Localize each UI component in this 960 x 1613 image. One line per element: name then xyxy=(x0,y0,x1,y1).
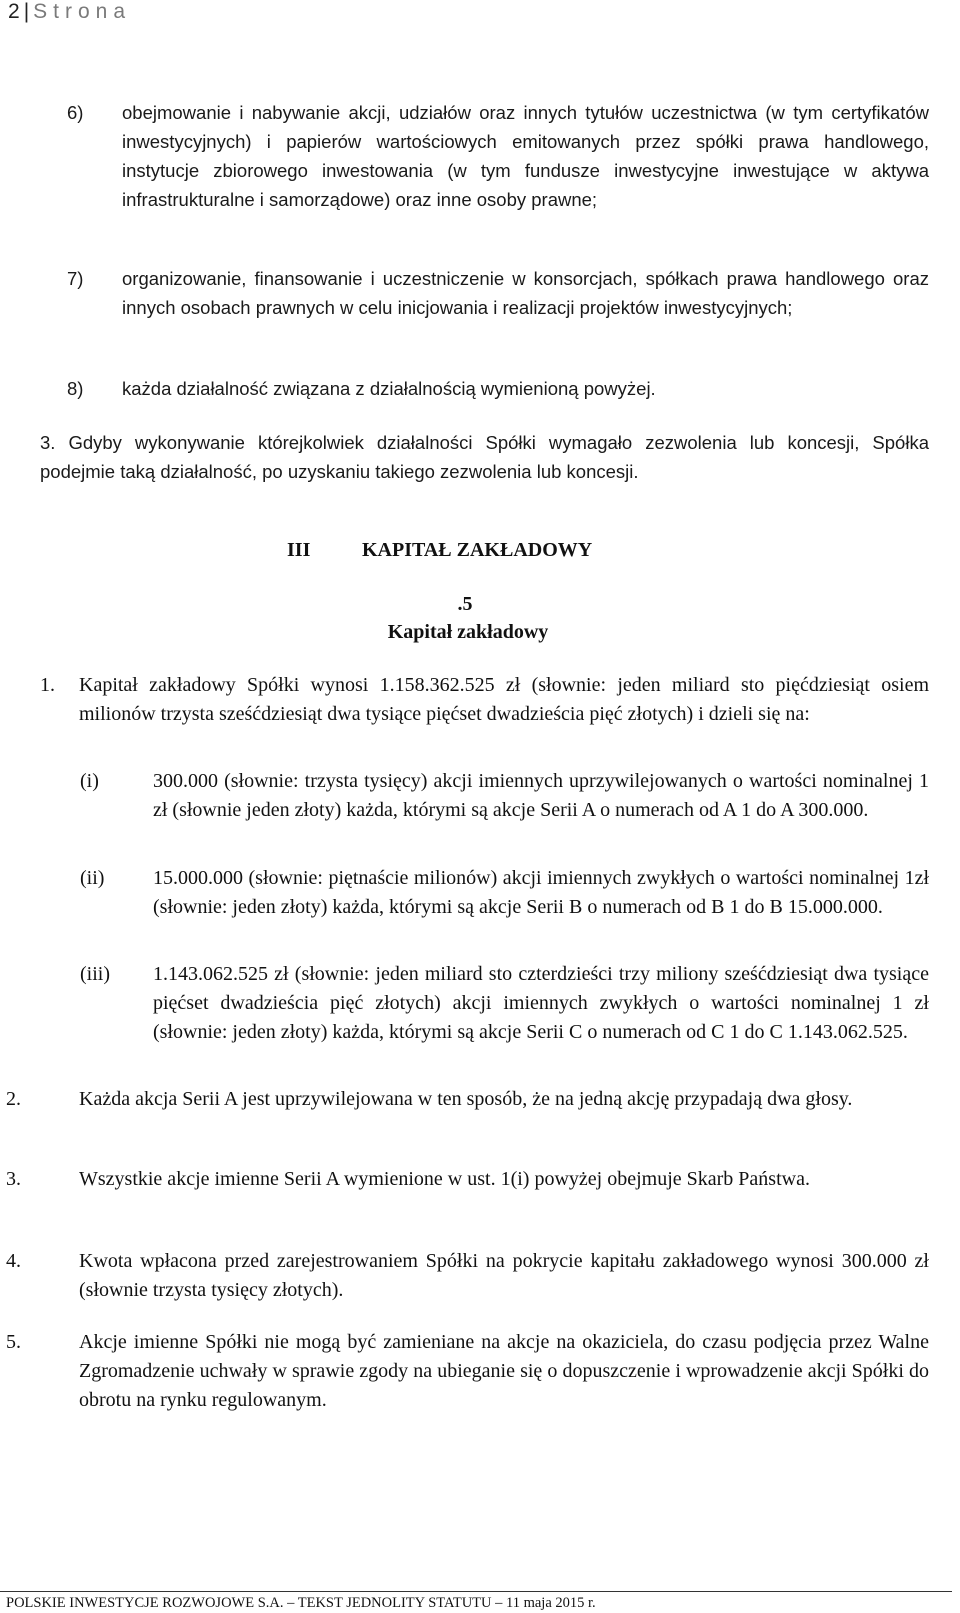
sub-item-text: 300.000 (słownie: trzysta tysięcy) akcji imiennych uprzywilejowanych o wartości nominalnej 1 zł (słownie jeden złoty) każda, którymi są akcje Serii A o numerach od A 1 do A 300.000. xyxy=(153,770,929,821)
paragraph-3 xyxy=(40,428,929,486)
paragraph-text: Każda akcja Serii A jest uprzywilejowana w ten sposób, że na jedną akcję przypadają dwa głosy. xyxy=(79,1088,853,1110)
paragraph-5 xyxy=(6,1328,929,1415)
paragraph-text: Wszystkie akcje imienne Serii A wymienione w ust. 1(i) powyżej obejmuje Skarb Państwa. xyxy=(79,1168,810,1190)
list-item-number: 7) xyxy=(67,268,84,289)
paragraph-1 xyxy=(40,671,929,729)
paragraph-text: Kwota wpłacona przed zarejestrowaniem Spółki na pokrycie kapitału zakładowego wynosi 300.000 zł (słownie trzysta tysięcy złotych). xyxy=(79,1250,929,1301)
sub-item-text: 15.000.000 (słownie: piętnaście milionów) akcji imiennych zwykłych o wartości nominalnej 1zł (słownie: jeden złoty) każda, którymi są akcje Serii B o numerach od B 1 do B 15.000.000. xyxy=(153,867,929,918)
sub-item-text: 1.143.062.525 zł (słownie: jeden miliard sto czterdzieści trzy miliony sześćdziesiąt dwa tysiące pięćset dwadzieścia pięć złotych) akcji imiennych zwykłych o wartości nominalnej 1 zł (słownie: jeden złoty) każda, którymi są akcje Serii C o numerach od C 1 do C 1.143.062.525. xyxy=(153,963,929,1043)
sub-item-number: (i) xyxy=(80,770,99,792)
paragraph-2 xyxy=(6,1085,929,1114)
paragraph-number: 1. xyxy=(40,674,55,696)
sub-item-number: (iii) xyxy=(80,963,110,985)
sub-item-ii xyxy=(80,864,929,922)
footer-divider xyxy=(0,1591,952,1592)
article-number: .5 xyxy=(457,593,473,615)
paragraph-4 xyxy=(6,1247,929,1305)
paragraph-number: 2. xyxy=(6,1088,21,1110)
list-item-8 xyxy=(67,374,929,403)
list-item-7 xyxy=(67,264,929,322)
sub-item-number: (ii) xyxy=(80,867,105,889)
paragraph-number: 5. xyxy=(6,1331,21,1353)
section-number: III xyxy=(287,539,311,561)
header-separator: | xyxy=(23,0,30,23)
list-item-number: 8) xyxy=(67,378,84,399)
paragraph-text: Gdyby wykonywanie którejkolwiek działalności Spółki wymagało zezwolenia lub koncesji, Spółka podejmie taką działalność, po uzyskaniu takiego zezwolenia lub koncesji. xyxy=(40,432,929,482)
paragraph-3b xyxy=(6,1165,929,1194)
sub-item-i xyxy=(80,767,929,825)
paragraph-number: 3. xyxy=(6,1168,21,1190)
list-item-text: obejmowanie i nabywanie akcji, udziałów oraz innych tytułów uczestnictwa (w tym certyfikatów inwestycyjnych) i papierów wartościowych emitowanych przez spółki prawa handlowego, instytucje zbiorowego inwestowania (w tym fundusze inwestycyjne inwestujące w aktywa infrastrukturalne i samorządowe) oraz inne osoby prawne; xyxy=(122,102,929,210)
page-footer: POLSKIE INWESTYCJE ROZWOJOWE S.A. – TEKST JEDNOLITY STATUTU – 11 maja 2015 r. xyxy=(6,1595,596,1611)
sub-item-iii xyxy=(80,960,929,1047)
list-item-text: każda działalność związana z działalnością wymienioną powyżej. xyxy=(122,378,656,399)
paragraph-text: Kapitał zakładowy Spółki wynosi 1.158.362.525 zł (słownie: jeden miliard sto pięćdziesiąt osiem milionów trzysta sześćdziesiąt dwa tysiące pięćset dwadzieścia pięć złotych) i dzieli się na: xyxy=(79,674,929,725)
article-title: Kapitał zakładowy xyxy=(387,621,549,643)
paragraph-number: 3. xyxy=(40,432,56,453)
list-item-number: 6) xyxy=(67,102,84,123)
header-label: Strona xyxy=(33,0,132,23)
paragraph-number: 4. xyxy=(6,1250,21,1272)
paragraph-text: Akcje imienne Spółki nie mogą być zamieniane na akcje na okaziciela, do czasu podjęcia przez Walne Zgromadzenie uchwały w sprawie zgody na ubieganie się o dopuszczenie i wprowadzenie akcji Spółki do obrotu na rynku regulowanym. xyxy=(79,1331,929,1411)
page-number: 2 xyxy=(8,0,20,23)
list-item-6 xyxy=(67,98,929,214)
page-header xyxy=(8,0,131,24)
section-title: KAPITAŁ ZAKŁADOWY xyxy=(362,539,593,561)
list-item-text: organizowanie, finansowanie i uczestniczenie w konsorcjach, spółkach prawa handlowego oraz innych osobach prawnych w celu inicjowania i realizacji projektów inwestycyjnych; xyxy=(122,268,929,318)
